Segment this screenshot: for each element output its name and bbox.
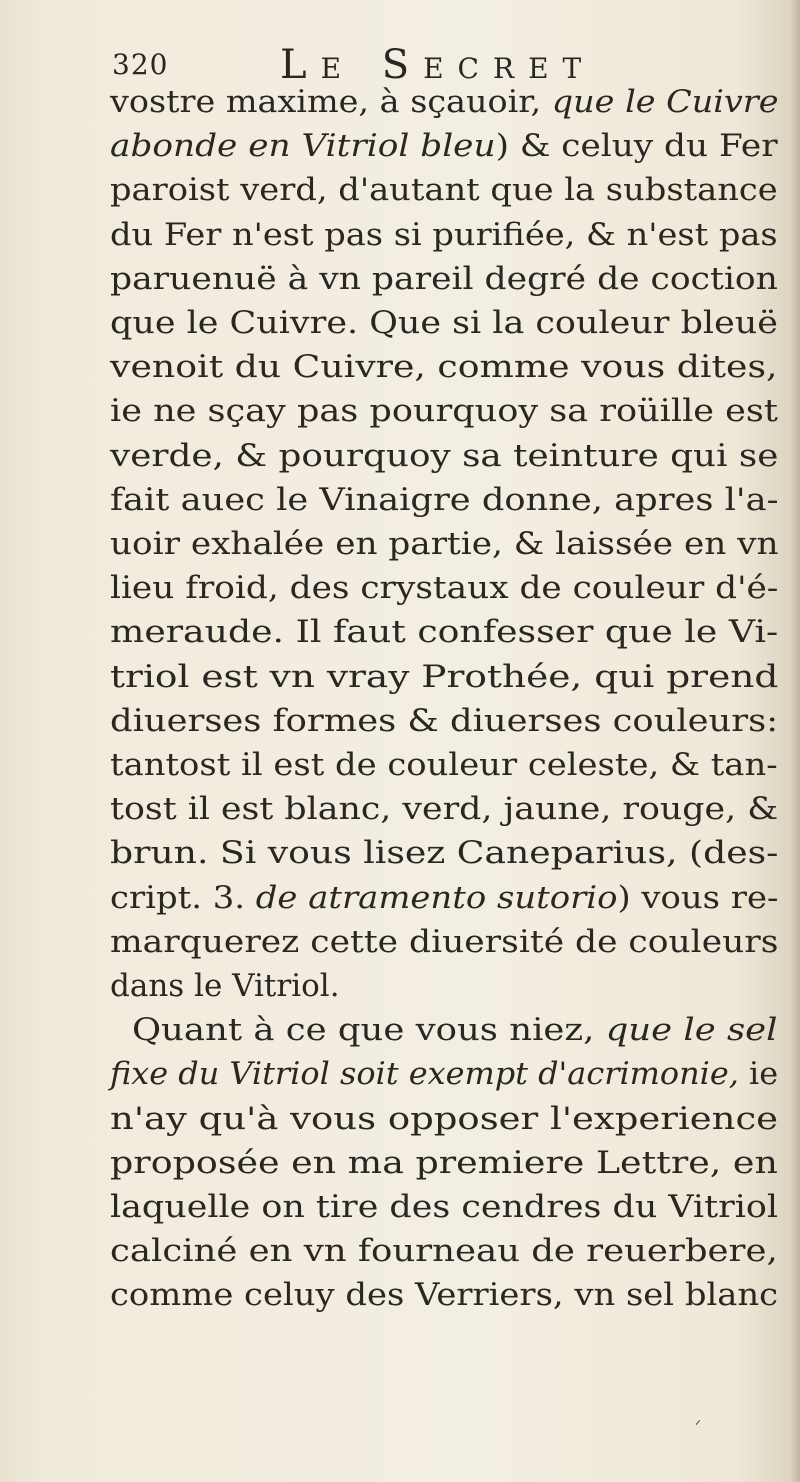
text-run: calciné en vn fourneau de reuerbere, xyxy=(110,1233,778,1270)
text-line xyxy=(110,301,778,345)
text-line xyxy=(110,964,340,1008)
text-run: du Fer n'est pas si purifiée, & n'est pas xyxy=(110,216,778,253)
text-line xyxy=(110,610,778,654)
page-edge-shadow xyxy=(790,0,800,1482)
text-run: brun. Si vous lisez Caneparius, (des- xyxy=(110,835,779,872)
text-line xyxy=(110,168,778,212)
text-run: laquelle on tire des cendres du Vitriol xyxy=(110,1189,779,1225)
text-line xyxy=(110,566,778,610)
text-line xyxy=(110,699,778,743)
text-run: ) vous re- xyxy=(617,879,779,916)
ink-speck-mark: ᐟ xyxy=(695,1418,701,1434)
text-line xyxy=(110,257,778,301)
italic-text-run: fixe du Vitriol soit exempt d'acrimonie, xyxy=(110,1056,739,1093)
text-line xyxy=(110,1141,778,1185)
text-line xyxy=(110,655,778,699)
text-run: tost il est blanc, verd, jaune, rouge, & xyxy=(110,791,779,828)
text-run: uoir exhalée en partie, & laissée en vn xyxy=(110,526,779,562)
text-run: tantost il est de couleur celeste, & tan- xyxy=(110,747,778,783)
italic-text-run: que le sel xyxy=(605,1012,778,1049)
text-run: ) & celuy du Fer xyxy=(495,128,778,165)
text-run: paroist verd, d'autant que la substance xyxy=(110,172,778,209)
text-run: que le Cuivre. Que si la couleur bleuë xyxy=(110,305,778,341)
text-run: proposée en ma premiere Lettre, en xyxy=(110,1144,778,1181)
text-line xyxy=(110,522,779,566)
italic-text-run: de atramento sutorio xyxy=(255,879,618,916)
text-line xyxy=(110,831,778,875)
text-run: triol est vn vray Prothée, qui prend xyxy=(110,658,779,695)
text-line xyxy=(110,345,778,389)
text-line xyxy=(110,1052,778,1096)
text-line xyxy=(110,1229,778,1273)
text-run: ie ne sçay pas pourquoy sa roüille est xyxy=(110,393,778,430)
text-run: n'ay qu'à vous opposer l'experience xyxy=(110,1100,779,1137)
text-line xyxy=(110,920,778,964)
text-run: ie xyxy=(738,1056,779,1093)
text-run: comme celuy des Verriers, vn sel blanc xyxy=(110,1277,779,1314)
text-line xyxy=(110,1273,778,1317)
text-run: venoit du Cuivre, comme vous dites, xyxy=(110,349,778,386)
text-run: fait auec le Vinaigre donne, apres l'a- xyxy=(110,481,779,518)
italic-text-run: abonde en Vitriol bleu xyxy=(110,128,496,165)
text-run: lieu froid, des crystaux de couleur d'é- xyxy=(110,570,779,607)
text-run: dans le Vitriol. xyxy=(110,968,340,1004)
text-line xyxy=(110,434,778,478)
page-number: 320 xyxy=(112,48,169,81)
text-run: Quant à ce que vous niez, xyxy=(132,1012,606,1049)
text-line xyxy=(110,743,778,787)
italic-text-run: que le Cuivre xyxy=(551,84,779,120)
text-run: paruenuë à vn pareil degré de coction xyxy=(110,260,778,297)
text-run: vostre maxime, à sçauoir, xyxy=(110,84,552,120)
text-line xyxy=(110,787,778,831)
text-line xyxy=(110,1185,778,1229)
text-line xyxy=(110,213,778,257)
text-line xyxy=(110,876,778,920)
text-run: meraude. Il faut confesser que le Vi- xyxy=(110,614,779,651)
text-run: verde, & pourquoy sa teinture qui se xyxy=(110,437,779,474)
text-run: cript. 3. xyxy=(110,879,256,916)
text-run: marquerez cette diuersité de couleurs xyxy=(110,923,779,960)
text-line xyxy=(110,80,778,124)
text-line xyxy=(110,478,778,522)
text-line xyxy=(110,1097,778,1141)
text-line xyxy=(110,389,778,433)
text-line xyxy=(132,1008,777,1052)
text-run: diuerses formes & diuerses couleurs: xyxy=(110,702,779,739)
running-title: Le Secret xyxy=(280,42,596,88)
text-line xyxy=(110,124,778,168)
